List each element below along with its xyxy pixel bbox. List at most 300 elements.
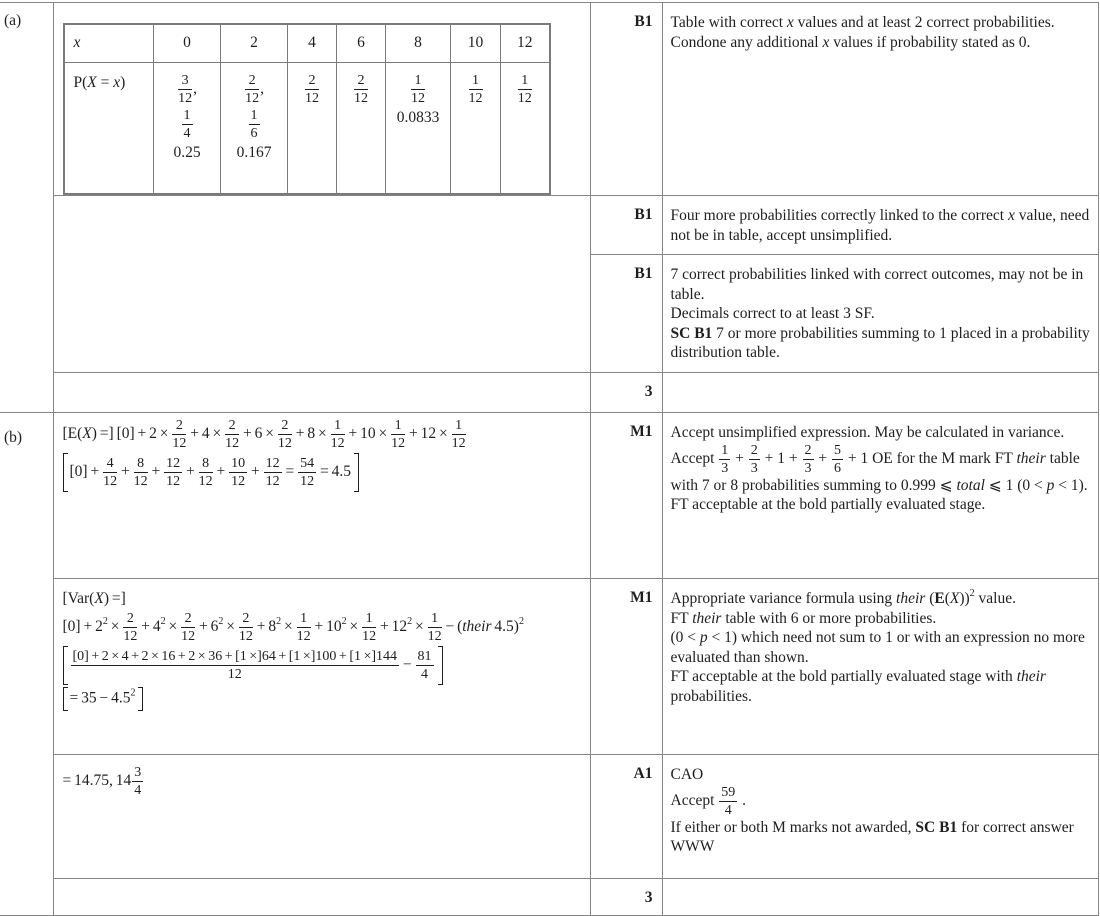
fraction	[416, 649, 434, 682]
fraction-denominator: 6	[250, 125, 258, 141]
fraction-denominator: 12	[265, 474, 280, 489]
text-run: for correct answer WWW	[670, 818, 1078, 855]
italic-text: p	[699, 629, 708, 646]
math-line	[671, 33, 1092, 53]
fraction-denominator: 12	[305, 90, 319, 106]
text-run: Condone any additional	[670, 33, 823, 51]
fraction	[123, 611, 137, 644]
text-run: ×	[165, 618, 181, 636]
fraction	[245, 73, 259, 106]
fraction	[411, 73, 425, 106]
guidance-cell	[662, 579, 1098, 755]
text-run: − (	[442, 618, 463, 636]
text-run: +	[731, 449, 748, 467]
text-run: + 10	[311, 618, 342, 636]
fraction-denominator: 12	[198, 474, 213, 489]
probability-value	[337, 62, 386, 194]
text-run: + 6 ×	[240, 425, 277, 443]
text-run: ,	[193, 79, 197, 97]
text-run: < 1).	[1054, 476, 1088, 494]
italic-text: X	[82, 425, 92, 443]
math-line	[671, 785, 1092, 818]
guidance-cell	[662, 196, 1098, 255]
fraction-denominator: 12	[103, 474, 118, 489]
text-run: Table with correct	[670, 14, 787, 31]
fraction-numerator: 59	[721, 784, 736, 800]
fraction	[297, 611, 311, 644]
fraction-numerator: 54	[300, 456, 315, 471]
text-run: values and at least 2 correct probabilities.	[793, 14, 1055, 31]
fraction	[469, 73, 483, 106]
x-value: 2	[221, 24, 288, 62]
fraction-denominator: 12	[468, 90, 483, 106]
italic-text: x	[1007, 207, 1015, 224]
fraction-numerator: 1	[469, 73, 483, 90]
italic-text: x	[786, 14, 794, 31]
fraction-numerator: 1	[250, 107, 258, 123]
fraction-numerator: 2	[245, 73, 259, 90]
probability-value	[386, 62, 451, 194]
text-run: ×	[223, 618, 238, 636]
fraction-denominator: 12	[166, 474, 181, 489]
math-line	[671, 818, 1092, 857]
answer-cell-expectation	[53, 413, 590, 579]
fraction-denominator: 4	[421, 667, 429, 682]
text-run: If either or both M marks not awarded,	[670, 818, 916, 836]
fraction-numerator: 2	[123, 611, 137, 628]
text-run: ,	[260, 79, 264, 97]
part-b-row-1	[0, 413, 1098, 579]
bold-text: SC B1	[915, 818, 958, 836]
math-line	[671, 443, 1092, 496]
fraction-denominator: 12	[227, 667, 242, 682]
fraction	[264, 456, 282, 489]
math-line	[154, 108, 220, 141]
math-line	[671, 495, 1092, 515]
fraction-numerator: 2	[804, 442, 812, 458]
text-run: + 12 ×	[406, 425, 451, 443]
fraction	[164, 456, 182, 489]
x-value: 6	[337, 24, 386, 62]
text-run: [Var(	[62, 590, 95, 607]
fraction-denominator: 12	[133, 474, 148, 489]
text-run: +	[213, 463, 229, 481]
text-run: value, need not be in table, accept unsimplified.	[670, 207, 1094, 244]
mark-cell	[590, 3, 662, 196]
text-run: (	[944, 590, 950, 607]
math-line	[221, 108, 287, 141]
math-line	[671, 667, 1092, 706]
x-header-cell	[64, 24, 154, 62]
guidance-cell	[662, 255, 1098, 373]
fraction	[132, 765, 143, 798]
mark-code: A1	[633, 765, 653, 782]
fraction	[803, 443, 814, 476]
text-run: Appropriate variance formula using	[670, 590, 897, 607]
probability-value	[154, 62, 221, 194]
x-value: 12	[501, 24, 550, 62]
text-run: + 8	[253, 618, 277, 636]
italic-text: p	[1046, 476, 1055, 494]
part-b-label-cell	[0, 413, 53, 916]
fraction	[452, 418, 466, 451]
math-line	[671, 589, 1092, 609]
math-line	[74, 73, 154, 93]
fraction-numerator: 1	[428, 611, 442, 628]
fraction-denominator: 12	[231, 474, 246, 489]
fraction-numerator: 1	[721, 442, 729, 458]
text-run: −	[400, 656, 415, 674]
superscript: 2	[407, 616, 413, 628]
right-bracket	[438, 646, 443, 685]
answer-cell-empty	[53, 373, 590, 413]
part-b-row-3	[0, 755, 1098, 879]
math-line	[288, 73, 336, 106]
text-run: FT acceptable at the bold partially evaluated stage with	[670, 668, 1017, 685]
text-run: + 12	[377, 618, 408, 636]
fraction-denominator: 12	[427, 629, 442, 644]
fraction-denominator: 12	[172, 436, 187, 451]
fraction-denominator: 4	[724, 802, 732, 818]
mark-cell	[590, 579, 662, 755]
part-a-total-row	[0, 373, 1098, 413]
answer-cell-variance	[53, 579, 590, 755]
math-line	[221, 73, 287, 106]
text-run: +	[183, 463, 198, 481]
fraction-numerator: 8	[199, 456, 213, 473]
text-run: (0 <	[670, 629, 700, 646]
mark-code: B1	[634, 13, 653, 30]
fraction-numerator: 10	[231, 456, 246, 471]
answer-cell-empty	[53, 879, 590, 916]
fraction-numerator: 1	[362, 611, 376, 628]
fraction	[428, 611, 442, 644]
fraction	[331, 418, 345, 451]
math-line	[63, 687, 586, 711]
text-run: (	[925, 590, 935, 607]
part-b-row-2	[0, 579, 1098, 755]
fraction-numerator: [0] + 2 × 4 + 2 × 16 + 2 × 36 + [1 ×]64 + [1 ×]100 + [1 ×]144	[72, 649, 398, 664]
superscript: 2	[102, 616, 108, 628]
text-run: +	[148, 463, 164, 481]
text-run: =	[96, 73, 114, 91]
fraction-denominator: 12	[411, 90, 425, 106]
superscript: 2	[276, 616, 282, 628]
fraction-denominator: 6	[834, 460, 841, 476]
fraction-numerator: 1	[452, 418, 466, 435]
fraction-numerator: 2	[750, 442, 758, 458]
text-run: FT acceptable at the bold partially evaluated stage.	[670, 496, 986, 513]
fraction-numerator: 12	[166, 456, 181, 471]
math-line	[671, 628, 1092, 667]
guidance-cell	[662, 3, 1098, 196]
superscript: 2	[218, 616, 224, 628]
italic-text: x	[113, 73, 121, 91]
right-bracket	[354, 453, 359, 492]
fraction-denominator: 3	[804, 460, 812, 476]
guidance-cell-empty	[662, 879, 1098, 916]
mark-cell	[590, 755, 662, 879]
text-run: ⩽ 1 (0 <	[984, 476, 1047, 494]
fraction-numerator: 2	[278, 418, 292, 435]
math-line	[671, 423, 1092, 443]
x-value: 10	[451, 24, 501, 62]
math-line	[671, 609, 1092, 629]
math-line	[671, 265, 1092, 304]
fraction	[518, 73, 532, 106]
right-bracket	[138, 687, 143, 711]
fraction-numerator: 5	[834, 442, 841, 458]
italic-text: their	[462, 618, 492, 636]
answer-cell	[53, 3, 590, 196]
math-line	[671, 13, 1092, 33]
text-run: + 10 ×	[345, 425, 391, 443]
text-run: + 4 ×	[187, 425, 225, 443]
text-run: [0] +	[69, 463, 103, 481]
text-run: + 1 +	[760, 449, 802, 467]
fraction	[298, 456, 316, 489]
math-line	[154, 143, 220, 163]
left-bracket	[63, 687, 68, 711]
probability-value	[451, 62, 501, 194]
math-line	[671, 324, 1092, 363]
fraction	[71, 649, 400, 682]
probability-distribution-table	[63, 23, 551, 195]
left-bracket	[63, 646, 68, 685]
text-run: FT	[670, 609, 693, 627]
fraction	[362, 611, 376, 644]
probability-value	[288, 62, 337, 194]
fraction-numerator: 1	[391, 418, 405, 435]
text-run: Four more probabilities correctly linked to the correct	[670, 207, 1008, 224]
total-marks: 3	[644, 889, 653, 906]
text-run: =	[282, 463, 298, 481]
text-run: Accept	[670, 449, 719, 467]
fraction-numerator: 81	[417, 649, 432, 664]
italic-text: X	[949, 590, 960, 607]
math-line	[221, 143, 287, 163]
total-mark-cell	[590, 373, 662, 413]
text-run: )	[120, 73, 126, 91]
text-run: P(	[73, 73, 88, 91]
fraction	[172, 418, 186, 451]
italic-text: X	[87, 73, 97, 91]
fraction	[134, 456, 148, 489]
text-run: 0.25	[173, 143, 201, 161]
text-run: ×	[412, 618, 427, 636]
text-run: Accept	[670, 791, 719, 809]
superscript: 2	[130, 687, 136, 699]
fraction-numerator: 2	[172, 418, 186, 435]
fraction	[182, 108, 193, 141]
text-run: table with 6 or more probabilities.	[721, 609, 937, 627]
fraction-numerator: 8	[134, 456, 148, 473]
text-run: Accept unsimplified expression. May be calculated in variance.	[670, 424, 1065, 441]
superscript: 2	[341, 616, 347, 628]
fraction-denominator: 12	[451, 436, 466, 451]
guidance-cell	[662, 413, 1098, 579]
fraction-denominator: 12	[296, 629, 311, 644]
fraction-numerator: 2	[225, 418, 239, 435]
guidance-cell	[662, 755, 1098, 879]
math-line	[671, 206, 1092, 245]
text-run: 4.5)	[491, 618, 519, 636]
math-line	[63, 611, 586, 644]
italic-text: their	[1016, 449, 1046, 467]
fraction-numerator: 1	[297, 611, 311, 628]
x-value: 4	[288, 24, 337, 62]
part-b-total-row	[0, 879, 1098, 916]
fraction-numerator: 2	[181, 611, 195, 628]
fraction-numerator: 1	[183, 107, 191, 123]
mark-code: B1	[634, 206, 653, 223]
math-line	[63, 418, 586, 451]
text-run: 7 correct probabilities linked with correct outcomes, may not be in table.	[670, 266, 1088, 303]
italic-text: total	[956, 476, 985, 494]
math-line	[451, 73, 500, 106]
probability-header	[64, 62, 154, 194]
mark-cell	[590, 413, 662, 579]
text-run: [0] + 2	[62, 618, 103, 636]
fraction	[749, 443, 760, 476]
text-run: ×	[107, 618, 123, 636]
fraction-denominator: 12	[181, 629, 196, 644]
text-run: Decimals correct to at least 3 SF.	[670, 305, 875, 322]
text-run: 7 or more probabilities summing to 1 placed in a probability distribution table.	[670, 324, 1094, 361]
italic-text: x	[822, 33, 830, 51]
fraction-denominator: 4	[183, 125, 191, 141]
part-label: (b)	[4, 429, 23, 446]
fraction	[354, 73, 368, 106]
text-run: ) =]	[103, 590, 126, 607]
text-run: +	[814, 449, 831, 467]
fraction-denominator: 12	[517, 90, 532, 106]
x-value: 8	[386, 24, 451, 62]
fraction	[832, 443, 843, 476]
mark-code: M1	[630, 423, 653, 440]
fraction-denominator: 12	[300, 474, 315, 489]
left-bracket	[63, 453, 68, 492]
fraction-numerator: 1	[331, 418, 345, 435]
mark-scheme-table	[0, 2, 1099, 916]
x-header: x	[73, 34, 81, 52]
probability-value	[221, 62, 288, 194]
part-a-label-cell	[0, 3, 53, 413]
text-run: values if probability stated as 0.	[829, 33, 1031, 51]
text-run: = 4.5	[317, 463, 351, 481]
fraction-numerator: 4	[103, 456, 117, 473]
fraction-numerator: 2	[239, 611, 253, 628]
math-line	[671, 304, 1092, 324]
italic-text: their	[692, 609, 722, 627]
math-line	[63, 589, 586, 609]
fraction-denominator: 3	[721, 460, 729, 476]
guidance-cell-empty	[662, 373, 1098, 413]
part-a-row-2	[0, 196, 1098, 255]
math-line	[501, 73, 549, 106]
fraction	[249, 108, 260, 141]
x-values-row	[64, 24, 550, 62]
text-run: +	[118, 463, 133, 481]
text-run: CAO	[670, 766, 704, 783]
bold-text: SC B1	[670, 324, 713, 342]
text-run: ))	[959, 590, 970, 607]
text-run: = 35 − 4.5	[69, 689, 131, 707]
fraction-numerator: 3	[178, 73, 192, 90]
italic-text: their	[896, 590, 926, 607]
fraction-denominator: 12	[178, 90, 193, 106]
probability-value	[501, 62, 550, 194]
italic-text: their	[1016, 668, 1046, 685]
text-run: ×	[281, 618, 296, 636]
mark-code: M1	[630, 589, 653, 606]
fraction	[278, 418, 292, 451]
fraction	[178, 73, 192, 106]
fraction-numerator: 3	[134, 765, 142, 780]
answer-cell-final	[53, 755, 590, 879]
text-run: < 1) which need not sum to 1 or with an expression no more evaluated than shown.	[670, 629, 1089, 666]
answer-cell-empty	[53, 196, 590, 373]
fraction-denominator: 12	[123, 629, 138, 644]
part-a-row-1	[0, 3, 1098, 196]
math-line	[386, 108, 450, 128]
fraction-denominator: 12	[225, 436, 240, 451]
fraction-denominator: 4	[134, 783, 142, 798]
fraction-denominator: 12	[391, 436, 406, 451]
text-run: ) =] [0] + 2 ×	[91, 425, 172, 443]
mark-cell	[590, 196, 662, 255]
text-run: = 14.75, 14	[62, 772, 132, 790]
fraction-numerator: 2	[354, 73, 368, 90]
math-line	[63, 453, 586, 492]
math-line	[63, 765, 586, 798]
math-line	[386, 73, 450, 106]
fraction	[229, 456, 247, 489]
fraction-denominator: 12	[362, 629, 377, 644]
math-line	[671, 765, 1092, 785]
x-value: 0	[154, 24, 221, 62]
fraction-denominator: 12	[354, 90, 368, 106]
math-line	[337, 73, 385, 106]
fraction	[225, 418, 239, 451]
text-run: +	[248, 463, 263, 481]
text-run: ×	[346, 618, 362, 636]
italic-text: X	[94, 590, 104, 607]
text-run: 0.0833	[396, 108, 440, 126]
probability-row	[64, 62, 550, 194]
fraction-denominator: 12	[277, 436, 292, 451]
superscript: 2	[518, 616, 524, 628]
text-run: + 8 ×	[292, 425, 330, 443]
fraction-numerator: 1	[411, 73, 425, 90]
text-run: + 4	[138, 618, 161, 636]
fraction-denominator: 12	[330, 436, 345, 451]
bold-text: E	[934, 590, 945, 607]
total-marks: 3	[644, 383, 653, 400]
math-line	[63, 646, 586, 685]
superscript: 2	[969, 588, 975, 599]
part-label: (a)	[4, 12, 22, 29]
text-run: [E(	[62, 425, 83, 443]
fraction	[181, 611, 195, 644]
text-run: value.	[974, 590, 1016, 607]
fraction	[391, 418, 405, 451]
mark-code: B1	[634, 265, 653, 282]
superscript: 2	[160, 616, 166, 628]
fraction	[719, 443, 730, 476]
fraction-numerator: 2	[305, 73, 319, 90]
total-mark-cell	[590, 879, 662, 916]
